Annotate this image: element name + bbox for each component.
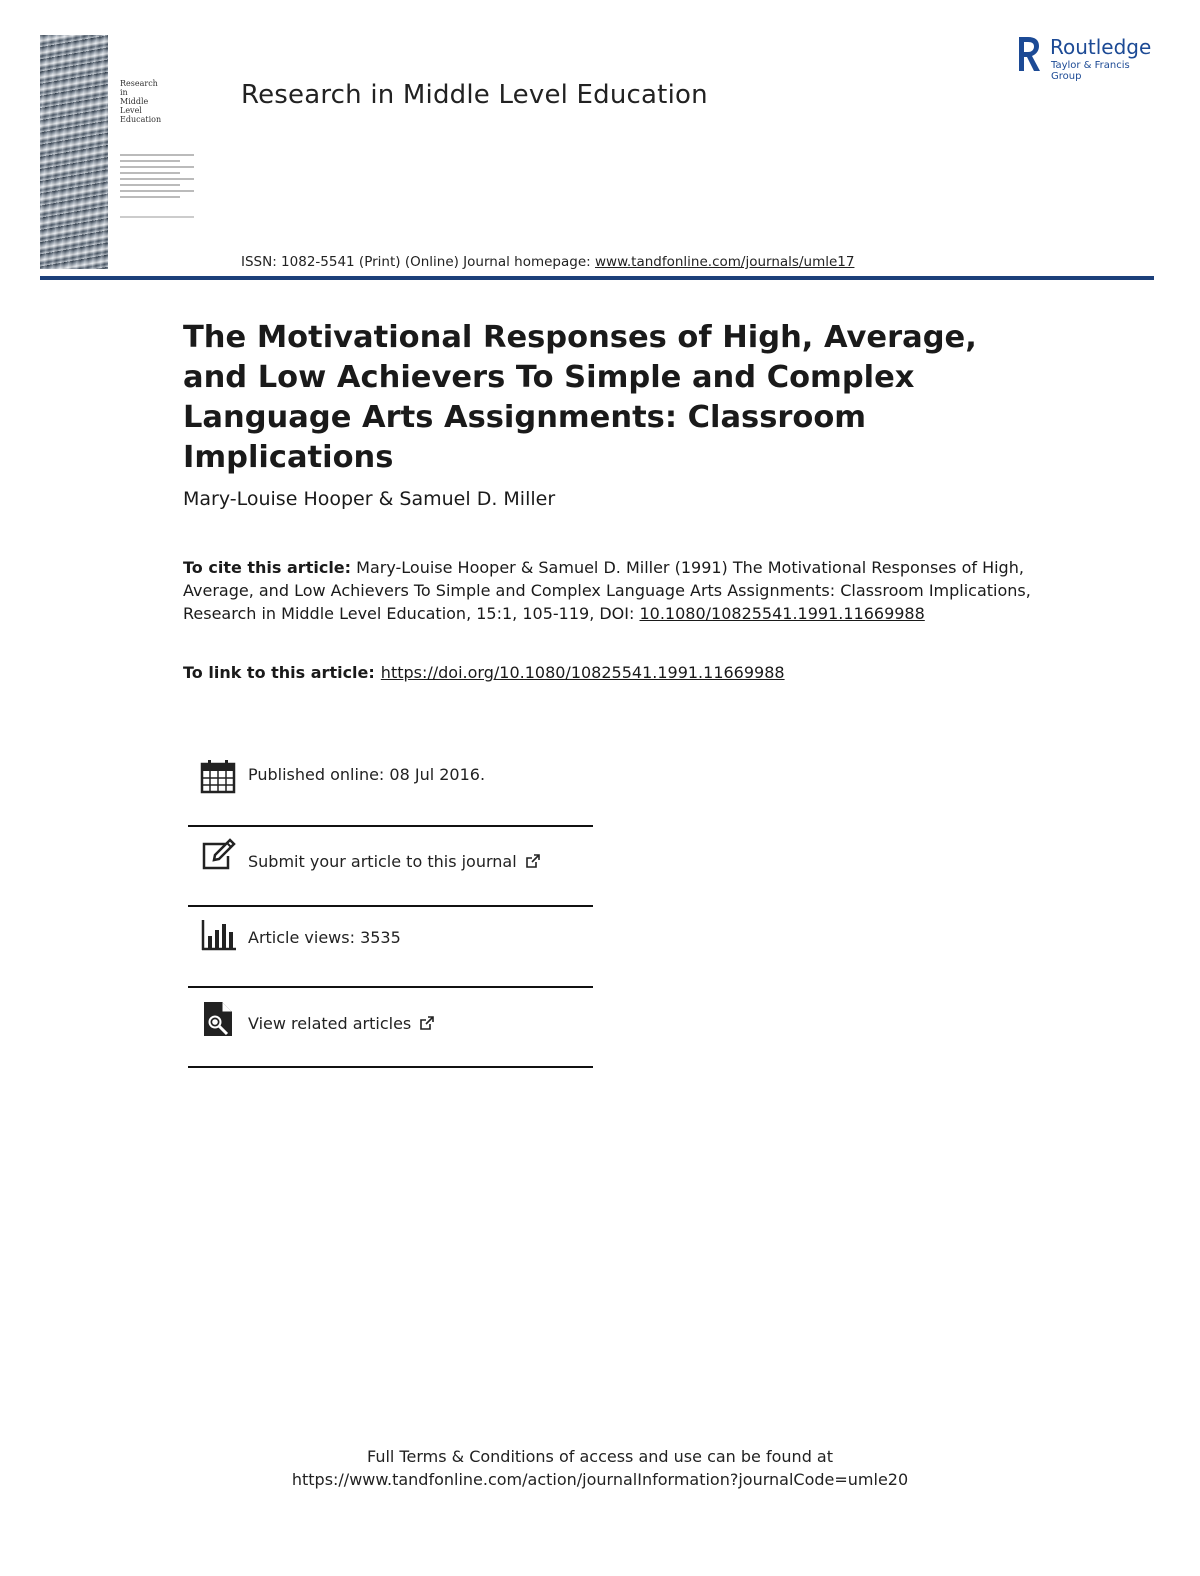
issn-text: ISSN: 1082-5541 (Print) (Online) Journal homepage:: [241, 254, 595, 270]
article-link-line: [183, 663, 785, 682]
cover-footer-line: [120, 216, 194, 218]
article-views-row: [188, 918, 593, 978]
cover-title-line: Middle: [120, 97, 149, 106]
external-link-icon: [525, 853, 541, 869]
meta-divider: [188, 825, 593, 827]
cover-contents-lines: [120, 154, 198, 198]
cover-line: [120, 190, 194, 192]
publisher-subtitle: Taylor & Francis Group: [1051, 60, 1130, 82]
submit-article-link[interactable]: [248, 852, 541, 871]
meta-divider: [188, 905, 593, 907]
article-title: The Motivational Responses of High, Average, and Low Achievers To Simple and Complex Language Arts Assignments: Classroom Implications: [183, 320, 977, 475]
cover-line: [120, 184, 180, 186]
issn-line: [241, 254, 854, 270]
cover-line: [120, 154, 194, 156]
terms-text: Full Terms & Conditions of access and use can be found at: [366, 1447, 834, 1466]
cite-text: Mary-Louise Hooper & Samuel D. Miller (1991) The Motivational Responses of High, Average, and Low Achievers To Simple and Complex Language Arts Assignments: Classroom Implications, Research in Middle Level Education, 15:1, 105-119, DOI:: [183, 558, 1031, 623]
submit-article-row[interactable]: [188, 838, 593, 898]
meta-divider: [188, 1066, 593, 1068]
article-authors: Mary-Louise Hooper & Samuel D. Miller: [183, 488, 556, 510]
edit-icon: [200, 838, 236, 874]
link-label: To link to this article:: [183, 663, 375, 682]
routledge-logo-icon: [1016, 35, 1042, 73]
terms-link[interactable]: https://www.tandfonline.com/action/journalInformation?journalCode=umle20: [291, 1470, 909, 1489]
citation-block: [183, 556, 1043, 625]
cover-title: [120, 79, 198, 124]
article-views: Article views: 3535: [248, 928, 401, 947]
journal-title: Research in Middle Level Education: [241, 80, 708, 110]
cover-title-line: Education: [120, 115, 162, 124]
cover-title-line: in: [120, 88, 128, 97]
related-articles-row[interactable]: [188, 1000, 593, 1060]
cover-line: [120, 196, 180, 198]
cover-line: [120, 160, 180, 162]
related-articles-label: View related articles: [248, 1014, 412, 1033]
journal-homepage-link[interactable]: www.tandfonline.com/journals/umle17: [595, 254, 855, 270]
cover-line: [120, 172, 180, 174]
related-articles-link[interactable]: [248, 1014, 435, 1033]
published-date: Published online: 08 Jul 2016.: [248, 765, 486, 784]
document-search-icon: [200, 1000, 236, 1036]
cite-doi-link[interactable]: 10.1080/10825541.1991.11669988: [639, 604, 925, 623]
cover-title-line: Level: [120, 106, 142, 115]
cover-line: [120, 166, 194, 168]
cover-title-line: Research: [120, 79, 158, 88]
cover-water-texture: [40, 35, 108, 269]
article-doi-link[interactable]: https://doi.org/10.1080/10825541.1991.11669988: [380, 663, 785, 682]
bar-chart-icon: [200, 918, 236, 954]
publisher-name: Routledge: [1050, 35, 1152, 59]
calendar-icon: [200, 758, 236, 794]
external-link-icon: [419, 1015, 435, 1031]
meta-divider: [188, 986, 593, 988]
cite-label: To cite this article:: [183, 558, 352, 577]
header-divider: [40, 276, 1154, 280]
terms-footer: [0, 1445, 1200, 1491]
submit-article-label: Submit your article to this journal: [248, 852, 517, 871]
journal-cover-image: [40, 35, 200, 269]
published-row: [188, 755, 593, 815]
cover-volume-mark: [120, 45, 198, 57]
routledge-logo: [1016, 35, 1156, 82]
cover-text-block: [120, 45, 198, 218]
cover-line: [120, 178, 194, 180]
